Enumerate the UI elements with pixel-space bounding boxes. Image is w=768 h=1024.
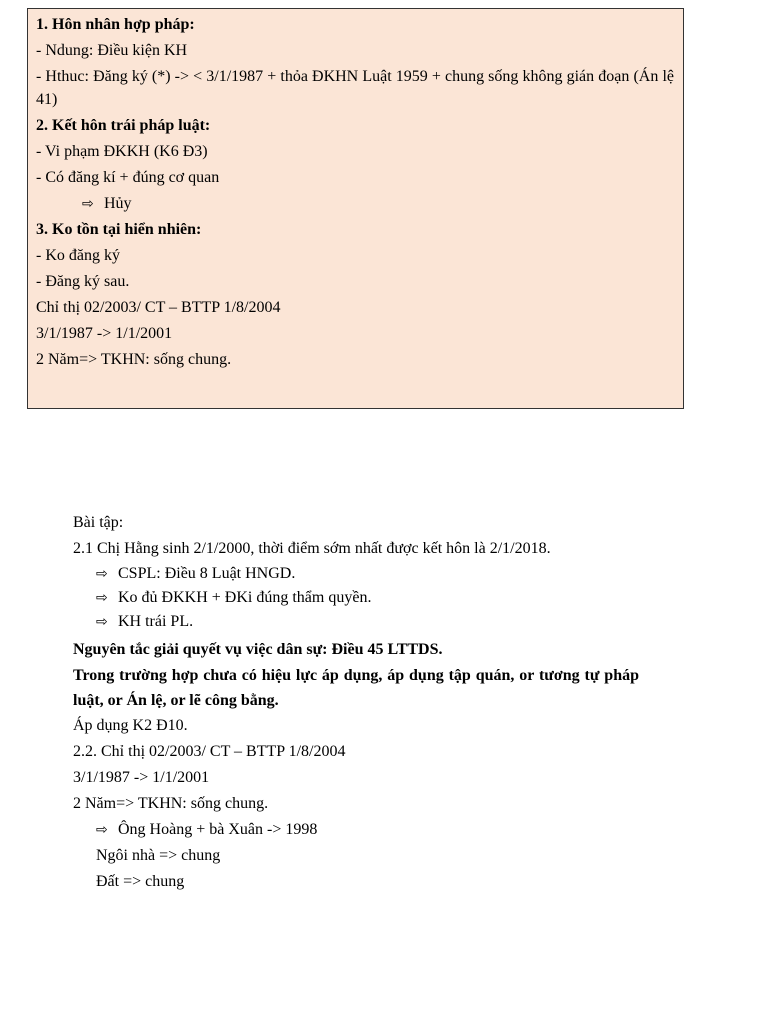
two-years-note: 2 Năm=> TKHN: sống chung. xyxy=(73,795,269,812)
exercise-question-2-2: 2.2. Chỉ thị 02/2003/ CT – BTTP 1/8/2004 xyxy=(73,743,346,760)
bullet-label: CSPL: Điều 8 Luật HNGD. xyxy=(118,565,296,582)
bullet-label: KH trái PL. xyxy=(118,613,194,630)
note-registered: - Có đăng kí + đúng cơ quan xyxy=(36,169,220,186)
bullet-item xyxy=(73,610,639,634)
house-common: Ngôi nhà => chung xyxy=(96,847,221,864)
apply-clause: Áp dụng K2 Đ10. xyxy=(73,717,188,734)
date-range: 3/1/1987 -> 1/1/2001 xyxy=(73,769,210,786)
note-registered-later: - Đăng ký sau. xyxy=(36,273,130,290)
note-content: - Ndung: Điều kiện KH xyxy=(36,42,188,59)
bullet-item xyxy=(73,562,639,586)
exercise-section xyxy=(73,510,639,895)
note-violation: - Vi phạm ĐKKH (K6 Đ3) xyxy=(36,143,208,160)
highlighted-notes-box xyxy=(27,8,684,409)
exercise-question-2-1: 2.1 Chị Hằng sinh 2/1/2000, thời điểm sớm nhất được kết hôn là 2/1/2018. xyxy=(73,540,551,557)
bullet-item xyxy=(73,817,639,843)
note-form: - Hthuc: Đăng ký (*) -> < 3/1/1987 + thỏa ĐKHN Luật 1959 + chung sống không gián đoạn (Án lệ 41) xyxy=(36,68,674,108)
note-two-years: 2 Năm=> TKHN: sống chung. xyxy=(36,351,232,368)
arrow-item-cancel xyxy=(36,191,674,217)
arrow-right-icon: ⇨ xyxy=(96,590,108,606)
land-common: Đất => chung xyxy=(96,873,185,890)
principle-text: Trong trường hợp chưa có hiệu lực áp dụng, áp dụng tập quán, or tương tự pháp luật, or Án lệ, or lẽ công bằng. xyxy=(73,667,639,709)
arrow-right-icon: ⇨ xyxy=(96,822,108,838)
heading-illegal-marriage: 2. Kết hôn trái pháp luật: xyxy=(36,117,211,134)
heading-legal-marriage: 1. Hôn nhân hợp pháp: xyxy=(36,16,195,33)
exercise-title: Bài tập: xyxy=(73,514,124,531)
principle-heading: Nguyên tắc giải quyết vụ việc dân sự: Điều 45 LTTDS. xyxy=(73,641,443,658)
bullet-item xyxy=(73,586,639,610)
arrow-right-icon: ⇨ xyxy=(82,196,94,212)
bullet-label: Ông Hoàng + bà Xuân -> 1998 xyxy=(118,821,318,838)
note-unregistered: - Ko đăng ký xyxy=(36,247,120,264)
note-date-range: 3/1/1987 -> 1/1/2001 xyxy=(36,325,173,342)
arrow-right-icon: ⇨ xyxy=(96,614,108,630)
arrow-item-label: Hủy xyxy=(104,195,132,212)
bullet-label: Ko đủ ĐKKH + ĐKi đúng thẩm quyền. xyxy=(118,589,372,606)
note-directive: Chỉ thị 02/2003/ CT – BTTP 1/8/2004 xyxy=(36,299,281,316)
heading-nonexistent-marriage: 3. Ko tồn tại hiển nhiên: xyxy=(36,221,202,238)
arrow-right-icon: ⇨ xyxy=(96,566,108,582)
